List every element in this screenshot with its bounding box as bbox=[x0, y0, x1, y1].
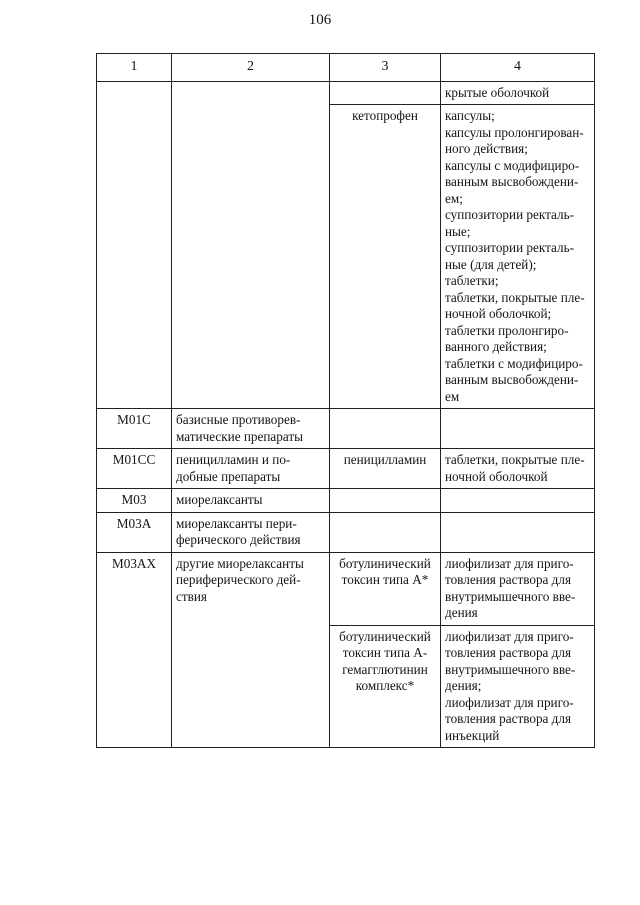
text-line: ванного действия; bbox=[445, 339, 547, 354]
text-line: дения; bbox=[445, 678, 482, 693]
text-line: товления раствора для bbox=[445, 711, 572, 726]
text-line: миорелаксанты bbox=[176, 492, 263, 507]
drug-name-cell: кетопрофен bbox=[330, 105, 441, 409]
text-line: товления раствора для bbox=[445, 645, 572, 660]
table-row bbox=[97, 449, 595, 489]
text-line: периферического дей- bbox=[176, 572, 301, 587]
drug-name-cell bbox=[330, 81, 441, 105]
text-line: ванным высвобождени- bbox=[445, 174, 579, 189]
text-line: ствия bbox=[176, 588, 207, 604]
dosage-forms-cell bbox=[441, 625, 595, 748]
text-line: товления раствора для bbox=[445, 572, 572, 587]
atc-code-cell: M03 bbox=[97, 489, 172, 513]
text-line: другие миорелаксанты bbox=[176, 555, 304, 571]
text-line: капсулы пролонгирован- bbox=[445, 124, 584, 140]
group-name-cell bbox=[172, 409, 330, 449]
dosage-forms-cell bbox=[441, 105, 595, 409]
text-line: внутримышечного вве- bbox=[445, 661, 576, 677]
text-line: ем; bbox=[445, 190, 463, 206]
text-line: суппозитории ректаль- bbox=[445, 240, 574, 255]
table-row bbox=[97, 512, 595, 552]
group-name-cell bbox=[172, 81, 330, 409]
text-line: ные; bbox=[445, 223, 471, 239]
atc-code-cell: M03AX bbox=[97, 552, 172, 748]
page-number: 106 bbox=[308, 12, 332, 28]
dosage-forms-cell bbox=[441, 512, 595, 552]
text-line: гемагглютинин bbox=[342, 661, 428, 677]
text-line: миорелаксанты пери- bbox=[176, 515, 297, 531]
table-row bbox=[97, 409, 595, 449]
dosage-forms-cell bbox=[441, 81, 595, 105]
drug-name-cell bbox=[330, 409, 441, 449]
drug-name-cell bbox=[330, 552, 441, 625]
text-line: матические препараты bbox=[176, 428, 304, 444]
text-line: таблетки; bbox=[445, 273, 499, 288]
text-line: капсулы; bbox=[445, 108, 495, 123]
drug-name-cell: пеницилламин bbox=[330, 449, 441, 489]
group-name-cell bbox=[172, 489, 330, 513]
dosage-forms-cell bbox=[441, 409, 595, 449]
text-line: пеницилламин и по- bbox=[176, 452, 291, 467]
header-col-3: 3 bbox=[330, 54, 441, 82]
text-line: таблетки, покрытые пле- bbox=[445, 452, 585, 467]
atc-code-cell: M01CC bbox=[97, 449, 172, 489]
text-line: капсулы с модифициро- bbox=[445, 157, 580, 173]
text-line: ботулинический bbox=[339, 555, 431, 571]
atc-code-cell: M01C bbox=[97, 409, 172, 449]
text-line: таблетки, покрытые пле- bbox=[445, 289, 585, 305]
header-col-4: 4 bbox=[441, 54, 595, 82]
dosage-forms-cell bbox=[441, 449, 595, 489]
drug-name-cell bbox=[330, 625, 441, 748]
text-line: ные (для детей); bbox=[445, 256, 537, 272]
text-line: таблетки с модифициро- bbox=[445, 355, 583, 371]
group-name-cell bbox=[172, 512, 330, 552]
table-row bbox=[97, 489, 595, 513]
dosage-forms-cell bbox=[441, 552, 595, 625]
text-line: ночной оболочкой; bbox=[445, 306, 552, 321]
header-row bbox=[97, 54, 595, 82]
drug-name-cell bbox=[330, 489, 441, 513]
text-line: добные препараты bbox=[176, 468, 281, 484]
dosage-forms-cell bbox=[441, 489, 595, 513]
text-line: таблетки пролонгиро- bbox=[445, 322, 569, 338]
dosage-form-line: крытые оболочкой bbox=[445, 84, 550, 100]
table-row bbox=[97, 81, 595, 105]
atc-code-cell bbox=[97, 81, 172, 409]
text-line: ем bbox=[445, 388, 460, 404]
text-line: суппозитории ректаль- bbox=[445, 207, 574, 222]
text-line: инъекций bbox=[445, 727, 500, 743]
text-line: ботулинический bbox=[339, 628, 431, 644]
text-line: токсин типа А- bbox=[342, 645, 428, 660]
text-line: лиофилизат для приго- bbox=[445, 555, 574, 571]
drug-table bbox=[96, 53, 595, 748]
text-line: дения bbox=[445, 605, 478, 620]
text-line: ного действия; bbox=[445, 141, 528, 156]
group-name-cell bbox=[172, 449, 330, 489]
text-line: ночной оболочкой bbox=[445, 468, 548, 484]
text-line: токсин типа А* bbox=[341, 572, 429, 587]
text-line: внутримышечного вве- bbox=[445, 588, 576, 604]
text-line: лиофилизат для приго- bbox=[445, 628, 574, 644]
text-line: комплекс* bbox=[355, 678, 415, 693]
group-name-cell bbox=[172, 552, 330, 748]
table-row bbox=[97, 552, 595, 625]
header-col-2: 2 bbox=[172, 54, 330, 82]
table-body bbox=[97, 81, 595, 748]
text-line: ферического действия bbox=[176, 532, 301, 547]
atc-code-cell: M03A bbox=[97, 512, 172, 552]
drug-name-cell bbox=[330, 512, 441, 552]
text-line: базисные противорев- bbox=[176, 412, 301, 427]
header-col-1: 1 bbox=[97, 54, 172, 82]
text-line: ванным высвобождени- bbox=[445, 372, 579, 387]
text-line: лиофилизат для приго- bbox=[445, 694, 574, 710]
